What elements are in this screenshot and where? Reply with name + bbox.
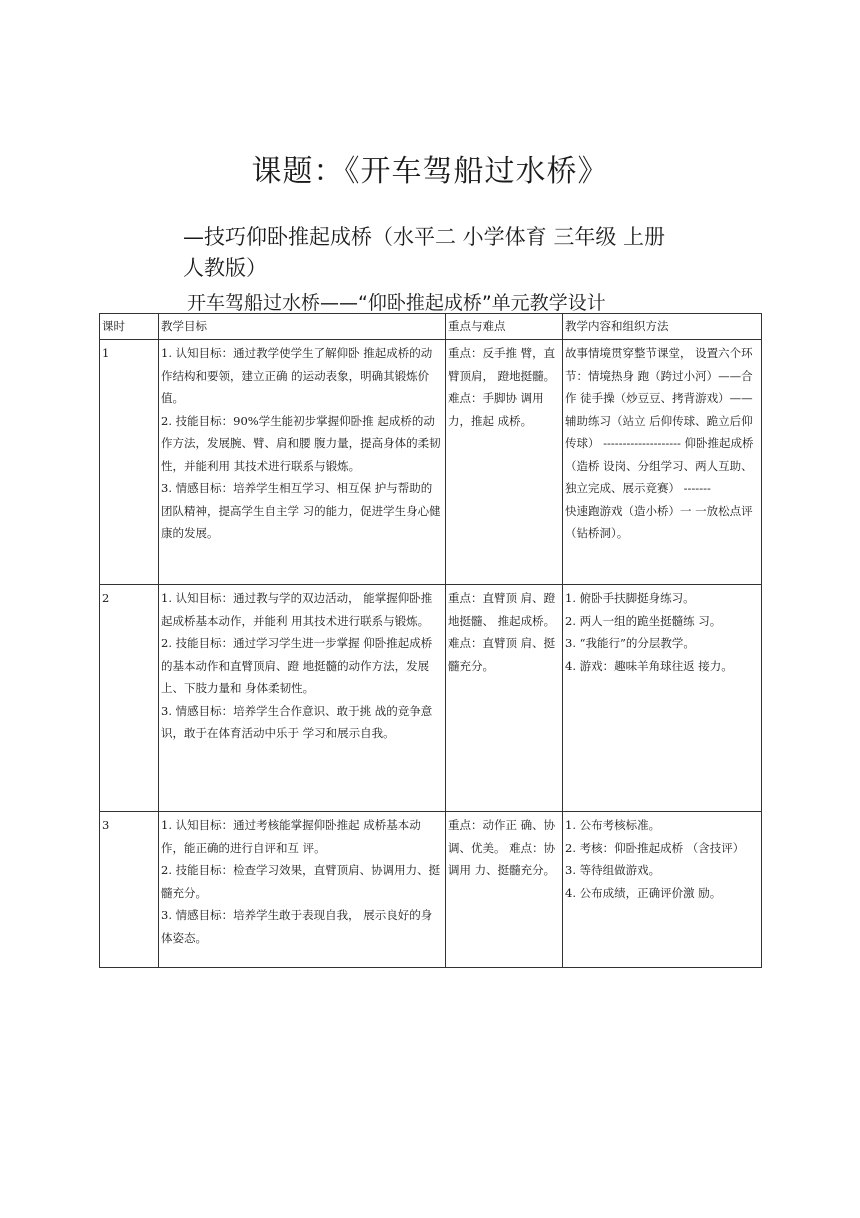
objectives-cell [159, 585, 446, 812]
unit-design-title: 开车驾船过水桥——“仰卧推起成桥”单元教学设计 [187, 292, 606, 314]
focus-cell [446, 340, 563, 585]
table-row [100, 585, 762, 812]
focus-difficulty: 难点：手脚协 调用力，推起 成桥。 [448, 391, 544, 428]
header-objectives: 教学目标 [159, 314, 446, 340]
header-content: 教学内容和组织方法 [563, 314, 762, 340]
content-item: 快速跑游戏（造小桥）一 一放松点评（钻桥洞）。 [565, 503, 753, 540]
objective-skill: 2. 技能目标：通过学习学生进一步掌握 仰卧推起成桥的基本动作和直臂顶肩、蹬 地挺髓的动作方法，发展上、下肢力量和 身体柔韧性。 [161, 636, 433, 695]
page-subtitle: —技巧仰卧推起成桥（水平二 小学体育 三年级 上册 人教版） [183, 225, 666, 280]
objective-emotional: 3. 情感目标：培养学生合作意识、敢于挑 战的竞争意识，敢于在体育活动中乐于 学习和展示自我。 [161, 703, 433, 740]
content-item: 1. 公布考核标准。 [565, 818, 661, 832]
focus-key-point: 重点：动作正 确、协调、优美。 难点：协调用 力、挺髓充分。 [448, 818, 556, 877]
content-item: 2. 两人一组的跪坐挺髓练 习。 [565, 613, 722, 628]
lesson-number: 2 [100, 585, 159, 812]
table-row [100, 340, 762, 585]
objective-skill: 2. 技能目标：检查学习效果，直臂顶肩、协调用力、挺髓充分。 [161, 863, 441, 900]
objective-emotional: 3. 情感目标：培养学生敢于表现自我， 展示良好的身体姿态。 [161, 908, 433, 945]
objective-cognitive: 1. 认知目标：通过教与学的双边活动， 能掌握仰卧推起成桥基本动作，并能利 用其技术进行联系与锻炼。 [161, 591, 433, 628]
objectives-cell [159, 812, 446, 968]
focus-cell [446, 812, 563, 968]
header-focus: 重点与难点 [446, 314, 563, 340]
content-item: 3. “我能行”的分层教学。 [565, 636, 695, 650]
focus-cell [446, 585, 563, 812]
objectives-cell [159, 340, 446, 585]
content-cell [563, 812, 762, 968]
objective-emotional: 3. 情感目标：培养学生相互学习、相互保 护与帮助的团队精神，提高学生自主学 习的能力，促进学生身心健康的发展。 [161, 481, 441, 540]
content-item: 故事情境贯穿整节课堂， 设置六个环节：情境热身 跑（跨过小河）——合作 徒手操（炒豆豆、拷背游戏）——辅助练习（站立 后仰传球、跪立后仰传球） -------------------- 仰卧推起成桥（造桥 设岗、分组学习、两人互助、 独立完成、展示竞赛） ------- [565, 346, 754, 495]
objective-cognitive: 1. 认知目标：通过考核能掌握仰卧推起 成桥基本动作，能正确的进行自评和互 评。 [161, 818, 421, 855]
objective-skill: 2. 技能目标：90%学生能初步掌握仰卧推 起成桥的动作方法，发展腕、臂、肩和腰 腹力量，提高身体的柔韧性，并能利用 其技术进行联系与锻炼。 [161, 413, 441, 473]
content-item: 1. 俯卧手扶脚挺身练习。 [565, 591, 695, 605]
lesson-number: 1 [100, 340, 159, 585]
focus-difficulty: 难点：直臂顶 肩、挺髓充分。 [448, 636, 556, 673]
content-cell [563, 340, 762, 585]
content-item: 4. 游戏：趣味羊角球往返 接力。 [565, 658, 733, 673]
table-header-row [100, 314, 762, 340]
page-title: 课题：《开车驾船过水桥》 [251, 154, 609, 189]
objective-cognitive: 1. 认知目标：通过教学使学生了解仰卧 推起成桥的动作结构和要领，建立正确 的运动表象，明确其锻炼价值。 [161, 346, 433, 405]
content-item: 4. 公布成绩，正确评价激 励。 [565, 885, 722, 900]
focus-key-point: 重点：直臂顶 肩、蹬地挺髓、 推起成桥。 [448, 591, 556, 628]
lesson-number: 3 [100, 812, 159, 968]
focus-key-point: 重点：反手推 臂，直臂顶肩， 蹬地挺髓。 [448, 346, 556, 383]
content-item: 2. 考核：仰卧推起成桥 （含技评） [565, 840, 745, 855]
content-cell [563, 585, 762, 812]
header-lesson: 课时 [100, 314, 159, 340]
table-row [100, 812, 762, 968]
content-item: 3. 等待组做游戏。 [565, 863, 661, 877]
teaching-plan-table [99, 313, 762, 968]
